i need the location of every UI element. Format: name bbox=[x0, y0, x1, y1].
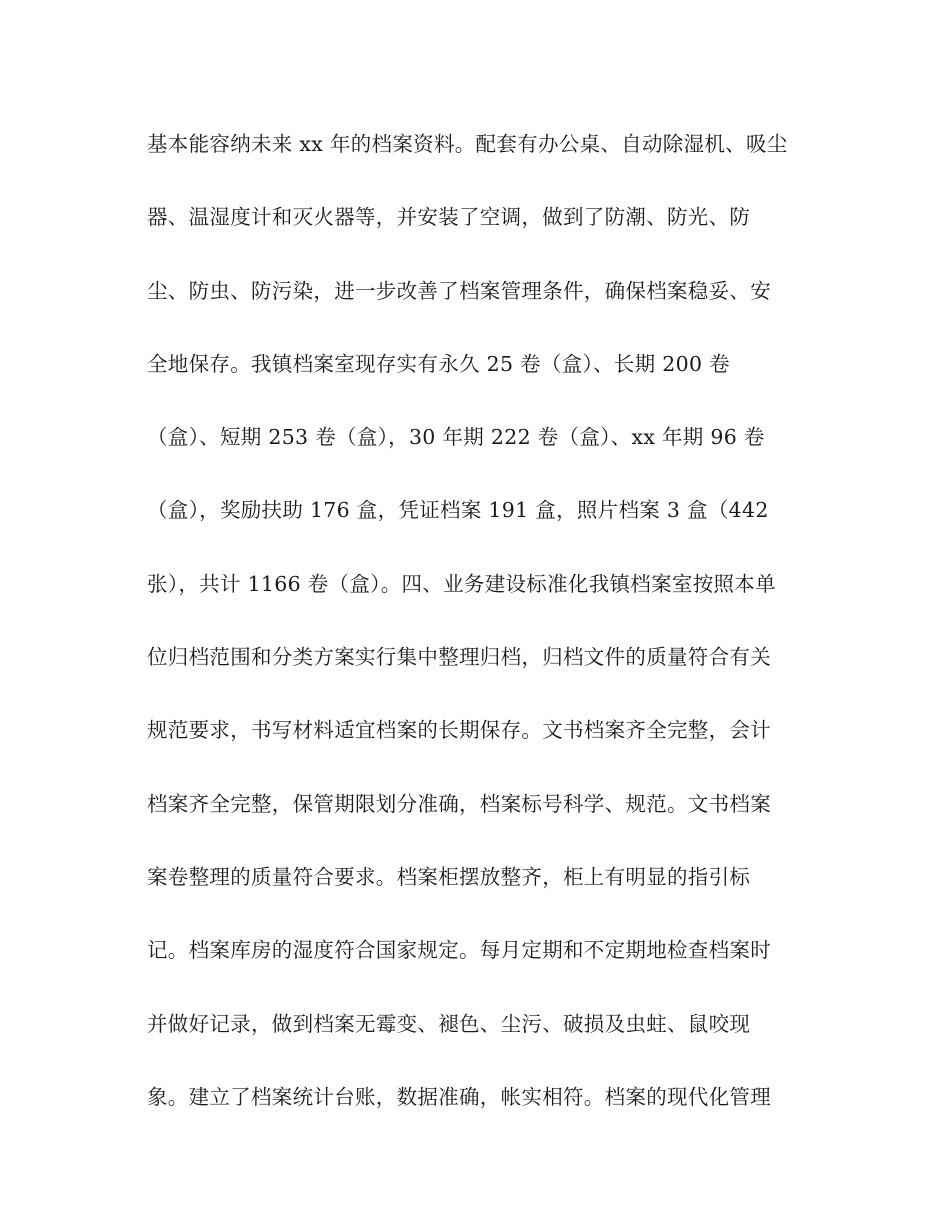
text-line: 器、温湿度计和灭火器等，并安装了空调，做到了防潮、防光、防 bbox=[147, 205, 751, 230]
body-text bbox=[147, 124, 827, 1150]
text-line: 全地保存。我镇档案室现存实有永久 25 卷（盒）、长期 200 卷 bbox=[147, 351, 730, 376]
text-line: 并做好记录，做到档案无霉变、褪色、尘污、破损及虫蛀、鼠咬现 bbox=[147, 1011, 751, 1036]
text-line: 尘、防虫、防污染，进一步改善了档案管理条件，确保档案稳妥、安 bbox=[147, 278, 771, 303]
text-line: 象。建立了档案统计台账，数据准确，帐实相符。档案的现代化管理 bbox=[147, 1084, 771, 1109]
text-line: 规范要求，书写材料适宜档案的长期保存。文书档案齐全完整，会计 bbox=[147, 718, 771, 743]
text-line: 基本能容纳未来 xx 年的档案资料。配套有办公桌、自动除湿机、吸尘 bbox=[147, 132, 788, 156]
text-line: 位归档范围和分类方案实行集中整理归档，归档文件的质量符合有关 bbox=[147, 645, 771, 670]
text-line: （盒），奖励扶助 176 盒，凭证档案 191 盒，照片档案 3 盒（442 bbox=[147, 498, 769, 523]
text-line: 档案齐全完整，保管期限划分准确，档案标号科学、规范。文书档案 bbox=[147, 791, 771, 816]
text-line: 案卷整理的质量符合要求。档案柜摆放整齐，柜上有明显的指引标 bbox=[147, 864, 751, 889]
text-line: （盒）、短期 253 卷（盒），30 年期 222 卷（盒）、xx 年期 96 卷 bbox=[147, 425, 765, 450]
text-line: 记。档案库房的湿度符合国家规定。每月定期和不定期地检查档案时 bbox=[147, 938, 771, 963]
text-line: 张），共计 1166 卷（盒）。四、业务建设标准化我镇档案室按照本单 bbox=[147, 571, 776, 596]
